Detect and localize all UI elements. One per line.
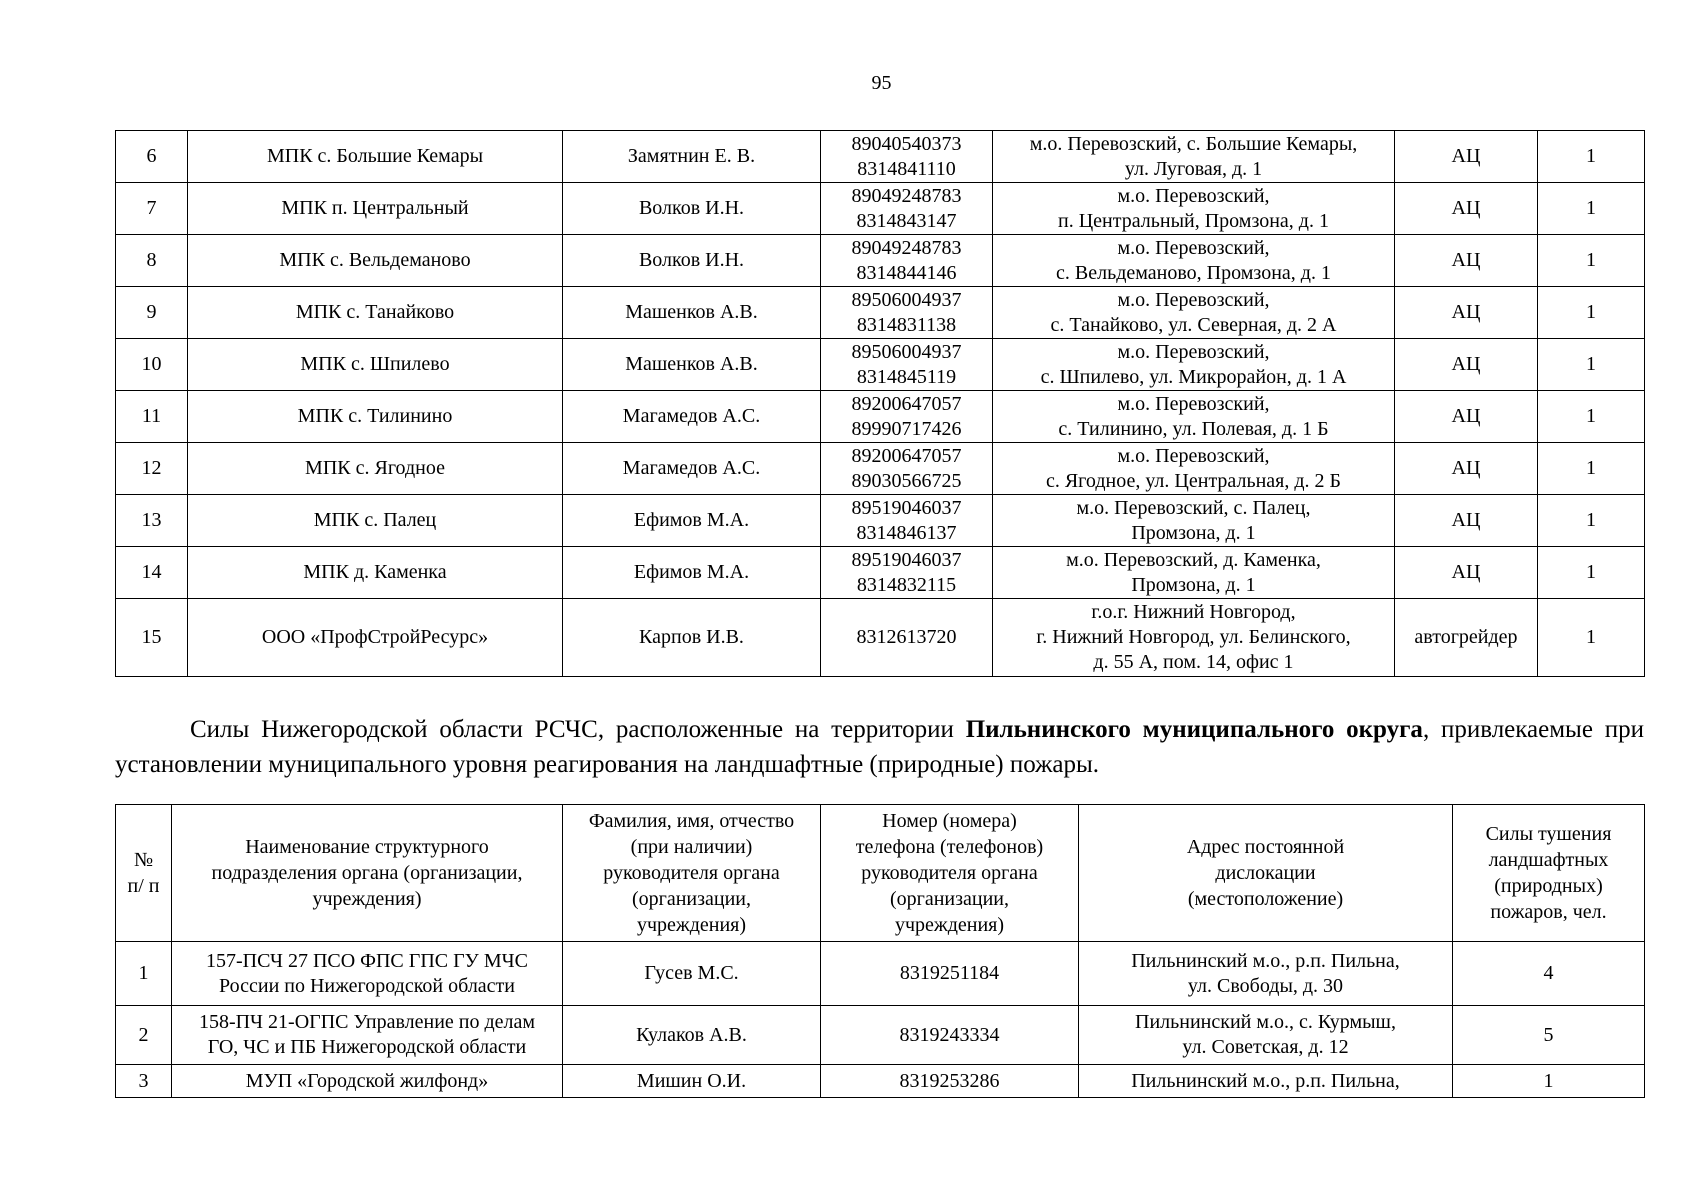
cell-unit-name [172, 1065, 563, 1098]
cell-line: м.о. Перевозский, с. Большие Кемары, [1029, 132, 1358, 155]
cell-line: м.о. Перевозский, [1117, 340, 1270, 363]
cell-line: АЦ [1451, 509, 1481, 531]
table-row [116, 599, 1645, 677]
cell-line: Мишин О.И. [636, 1069, 747, 1092]
cell-line: 8 [146, 249, 157, 271]
cell-line: 12 [141, 457, 162, 479]
cell-line: Волков И.Н. [638, 249, 745, 271]
cell-unit-name [188, 547, 563, 599]
cell-address [1079, 1065, 1453, 1098]
cell-number [116, 443, 188, 495]
header-forces [1453, 805, 1645, 942]
cell-line: 8314841110 [857, 157, 956, 180]
cell-line: Наименование структурного [245, 836, 489, 858]
cell-line: МУП «Городской жилфонд» [245, 1069, 489, 1092]
cell-phone [821, 1065, 1079, 1098]
cell-unit-name [188, 391, 563, 443]
cell-head [563, 183, 821, 235]
cell-count [1538, 443, 1645, 495]
cell-forces [1453, 942, 1645, 1006]
table-row [116, 547, 1645, 599]
cell-address [993, 287, 1395, 339]
cell-phones [821, 183, 993, 235]
cell-line: с. Ягодное, ул. Центральная, д. 2 Б [1045, 469, 1342, 492]
cell-line: 89990717426 [851, 417, 962, 440]
cell-line: 14 [141, 561, 162, 583]
cell-forces [1453, 1065, 1645, 1098]
cell-line: 89049248783 [851, 236, 962, 259]
table-row [116, 942, 1645, 1006]
cell-line: АЦ [1451, 301, 1481, 323]
cell-line: м.о. Перевозский, д. Каменка, [1066, 548, 1321, 571]
cell-count [1538, 287, 1645, 339]
cell-phones [821, 599, 993, 677]
cell-line: 9 [146, 301, 157, 323]
table-row [116, 183, 1645, 235]
cell-phones [821, 443, 993, 495]
cell-line: Карпов И.В. [639, 626, 744, 648]
cell-number [116, 942, 172, 1006]
cell-address [993, 391, 1395, 443]
cell-line: учреждения) [636, 914, 747, 936]
table-row [116, 287, 1645, 339]
cell-phone [821, 1006, 1079, 1065]
cell-line: м.о. Перевозский, [1117, 236, 1270, 259]
cell-line: (местоположение) [1187, 888, 1344, 910]
cell-head [563, 1006, 821, 1065]
cell-line: 8319251184 [899, 962, 1000, 984]
cell-line: учреждения) [894, 914, 1005, 936]
cell-unit-name [188, 287, 563, 339]
cell-address [993, 339, 1395, 391]
cell-number [116, 391, 188, 443]
cell-line: 10 [141, 353, 162, 375]
section-title-rest: , привлекаемые при установлении муниципального уровня реагирования на ландшафтные (природные) пожары. [115, 716, 1644, 778]
forces-table-perevoz [115, 130, 1645, 677]
cell-count [1538, 599, 1645, 677]
cell-address [993, 547, 1395, 599]
cell-line: АЦ [1451, 457, 1481, 479]
cell-equipment [1395, 443, 1538, 495]
cell-line: 8314832115 [856, 573, 957, 596]
header-number [116, 805, 172, 942]
cell-line: Гусев М.С. [644, 962, 739, 984]
cell-line: 4 [1543, 962, 1554, 984]
cell-line: (организации, [631, 888, 752, 910]
header-head [563, 805, 821, 942]
cell-unit-name [172, 942, 563, 1006]
table-row [116, 495, 1645, 547]
cell-line: 1 [1586, 249, 1596, 271]
cell-line: м.о. Перевозский, [1117, 392, 1270, 415]
cell-unit-name [188, 131, 563, 183]
cell-line: 6 [146, 145, 157, 167]
cell-head [563, 547, 821, 599]
table-row [116, 339, 1645, 391]
cell-line: 3 [138, 1069, 149, 1092]
cell-line: (при наличии) [630, 836, 753, 858]
cell-line: м.о. Перевозский, с. Палец, [1076, 496, 1311, 519]
cell-address [993, 183, 1395, 235]
cell-number [116, 339, 188, 391]
cell-phones [821, 495, 993, 547]
cell-line: 89200647057 [851, 392, 962, 415]
cell-forces [1453, 1006, 1645, 1065]
cell-line: 89030566725 [851, 469, 962, 492]
cell-line: Замятнин Е. В. [627, 145, 756, 167]
cell-line: 1 [1543, 1069, 1554, 1092]
cell-number [116, 547, 188, 599]
cell-line: ул. Свободы, д. 30 [1187, 974, 1344, 997]
cell-head [563, 443, 821, 495]
cell-count [1538, 183, 1645, 235]
cell-equipment [1395, 547, 1538, 599]
cell-line: Ефимов М.А. [633, 509, 750, 531]
cell-line: МПК с. Танайково [295, 301, 455, 323]
cell-line: 8314844146 [856, 261, 957, 284]
cell-equipment [1395, 599, 1538, 677]
cell-count [1538, 495, 1645, 547]
cell-equipment [1395, 391, 1538, 443]
cell-unit-name [188, 495, 563, 547]
cell-phones [821, 131, 993, 183]
cell-line: Машенков А.В. [625, 353, 758, 375]
cell-line: Промзона, д. 1 [1131, 573, 1256, 596]
cell-address [993, 443, 1395, 495]
cell-line: МПК д. Каменка [303, 561, 447, 583]
cell-unit-name [188, 599, 563, 677]
cell-line: АЦ [1451, 249, 1481, 271]
table-row [116, 131, 1645, 183]
cell-address [1079, 942, 1453, 1006]
cell-line: м.о. Перевозский, [1117, 288, 1270, 311]
cell-count [1538, 547, 1645, 599]
cell-head [563, 131, 821, 183]
cell-line: 1 [138, 962, 149, 984]
cell-number [116, 287, 188, 339]
cell-phones [821, 287, 993, 339]
table-header-row [116, 805, 1645, 942]
cell-line: м.о. Перевозский, [1117, 184, 1270, 207]
header-name [172, 805, 563, 942]
cell-head [563, 287, 821, 339]
cell-line: 8319253286 [899, 1069, 1000, 1092]
cell-line: Адрес постоянной [1186, 836, 1345, 858]
table-row [116, 235, 1645, 287]
cell-line: г. Нижний Новгород, ул. Белинского, [1036, 626, 1351, 648]
cell-line: 1 [1586, 145, 1596, 167]
cell-address [1079, 1006, 1453, 1065]
cell-line: 158-ПЧ 21-ОГПС Управление по делам [198, 1011, 536, 1033]
cell-line: 7 [146, 197, 157, 219]
cell-line: 8314845119 [856, 365, 957, 388]
cell-line: 11 [141, 405, 162, 427]
cell-line: АЦ [1451, 561, 1481, 583]
cell-head [563, 339, 821, 391]
cell-equipment [1395, 495, 1538, 547]
cell-line: № [133, 849, 154, 871]
cell-unit-name [188, 339, 563, 391]
section-title-bold: Пильнинского муниципального округа [965, 716, 1423, 743]
cell-line: м.о. Перевозский, [1117, 444, 1270, 467]
cell-line: подразделения органа (организации, [211, 862, 523, 884]
cell-line: 15 [141, 626, 162, 648]
cell-line: с. Танайково, ул. Северная, д. 2 А [1050, 313, 1337, 336]
cell-line: 1 [1586, 561, 1596, 583]
cell-line: Ефимов М.А. [633, 561, 750, 583]
cell-line: ул. Луговая, д. 1 [1124, 157, 1263, 180]
table-row [116, 391, 1645, 443]
cell-line: 8312613720 [856, 626, 957, 648]
cell-address [993, 235, 1395, 287]
cell-line: Фамилия, имя, отчество [588, 810, 795, 832]
cell-line: АЦ [1451, 145, 1481, 167]
cell-line: пожаров, чел. [1490, 901, 1607, 923]
cell-phones [821, 391, 993, 443]
cell-line: 89519046037 [851, 496, 962, 519]
cell-line: руководителя органа [861, 862, 1038, 884]
cell-unit-name [188, 235, 563, 287]
cell-line: МПК с. Ягодное [305, 457, 445, 479]
cell-line: ООО «ПрофСтройРесурс» [261, 626, 489, 648]
cell-line: 8314846137 [856, 521, 957, 544]
cell-line: Силы тушения [1485, 823, 1612, 845]
cell-line: с. Тилинино, ул. Полевая, д. 1 Б [1058, 417, 1329, 440]
section-title-text: Силы Нижегородской области РСЧС, расположенные на территории [190, 716, 966, 743]
cell-number [116, 599, 188, 677]
cell-number [116, 183, 188, 235]
cell-phones [821, 339, 993, 391]
cell-address [993, 131, 1395, 183]
table-row [116, 1065, 1645, 1098]
cell-count [1538, 339, 1645, 391]
cell-line: АЦ [1451, 405, 1481, 427]
cell-line: МПК п. Центральный [281, 197, 469, 219]
cell-line: ул. Советская, д. 12 [1182, 1036, 1349, 1058]
cell-equipment [1395, 287, 1538, 339]
cell-line: 1 [1586, 301, 1596, 323]
cell-line: ландшафтных [1488, 849, 1609, 871]
cell-line: ГО, ЧС и ПБ Нижегородской области [207, 1036, 527, 1058]
cell-line: 89506004937 [851, 288, 962, 311]
cell-line: 8314831138 [856, 313, 957, 336]
cell-line: МПК с. Шпилево [300, 353, 450, 375]
cell-line: г.о.г. Нижний Новгород, [1091, 601, 1296, 623]
cell-number [116, 495, 188, 547]
header-address [1079, 805, 1453, 942]
cell-equipment [1395, 235, 1538, 287]
cell-line: 89049248783 [851, 184, 962, 207]
cell-line: автогрейдер [1414, 626, 1518, 648]
cell-address [993, 495, 1395, 547]
cell-unit-name [188, 443, 563, 495]
cell-line: МПК с. Тилинино [297, 405, 453, 427]
cell-equipment [1395, 339, 1538, 391]
cell-line: Волков И.Н. [638, 197, 745, 219]
cell-line: 5 [1543, 1023, 1554, 1046]
cell-head [563, 235, 821, 287]
cell-head [563, 942, 821, 1006]
cell-number [116, 1065, 172, 1098]
cell-line: Пильнинский м.о., р.п. Пильна, [1131, 949, 1400, 972]
cell-line: Номер (номера) [882, 810, 1017, 832]
cell-count [1538, 391, 1645, 443]
cell-line: Магамедов А.С. [622, 457, 761, 479]
cell-line: учреждения) [312, 888, 422, 910]
cell-count [1538, 131, 1645, 183]
cell-line: Машенков А.В. [625, 301, 758, 323]
cell-equipment [1395, 183, 1538, 235]
cell-unit-name [172, 1006, 563, 1065]
cell-line: 1 [1586, 353, 1596, 375]
cell-line: 2 [138, 1023, 149, 1046]
cell-phones [821, 547, 993, 599]
section-title [115, 712, 1644, 782]
cell-line: 89200647057 [851, 444, 962, 467]
table-row [116, 443, 1645, 495]
cell-line: руководителя органа [603, 862, 780, 884]
page-number: 95 [871, 72, 892, 94]
cell-line: АЦ [1451, 353, 1481, 375]
cell-line: с. Шпилево, ул. Микрорайон, д. 1 А [1040, 365, 1347, 388]
cell-head [563, 391, 821, 443]
cell-line: МПК с. Вельдеманово [279, 249, 471, 271]
cell-unit-name [188, 183, 563, 235]
cell-line: 8319243334 [899, 1023, 1000, 1046]
cell-line: Промзона, д. 1 [1131, 521, 1256, 544]
cell-address [993, 599, 1395, 677]
cell-line: п/ п [127, 875, 160, 897]
cell-line: дислокации [1215, 862, 1316, 884]
cell-head [563, 1065, 821, 1098]
cell-line: (организации, [889, 888, 1010, 910]
table-row [116, 1006, 1645, 1065]
cell-line: МПК с. Палец [313, 509, 437, 531]
cell-line: п. Центральный, Промзона, д. 1 [1058, 209, 1329, 232]
cell-number [116, 235, 188, 287]
cell-line: Кулаков А.В. [636, 1023, 747, 1046]
cell-line: (природных) [1494, 875, 1603, 897]
cell-line: д. 55 А, пом. 14, офис 1 [1093, 651, 1294, 673]
cell-line: 8314843147 [856, 209, 957, 232]
cell-line: 1 [1586, 457, 1596, 479]
cell-line: 157-ПСЧ 27 ПСО ФПС ГПС ГУ МЧС [206, 949, 528, 972]
cell-line: МПК с. Большие Кемары [266, 145, 484, 167]
cell-line: 89040540373 [851, 132, 962, 155]
cell-line: 1 [1586, 405, 1596, 427]
cell-phone [821, 942, 1079, 1006]
header-phones [821, 805, 1079, 942]
cell-line: Пильнинский м.о., с. Курмыш, [1135, 1011, 1396, 1033]
cell-line: 89519046037 [851, 548, 962, 571]
cell-line: 1 [1586, 197, 1596, 219]
cell-line: Магамедов А.С. [622, 405, 761, 427]
cell-equipment [1395, 131, 1538, 183]
forces-table-pilna [115, 804, 1645, 1098]
cell-line: АЦ [1451, 197, 1481, 219]
cell-line: 89506004937 [851, 340, 962, 363]
cell-head [563, 495, 821, 547]
cell-number [116, 131, 188, 183]
cell-count [1538, 235, 1645, 287]
cell-line: Пильнинский м.о., р.п. Пильна, [1131, 1069, 1400, 1092]
cell-line: России по Нижегородской области [218, 974, 515, 997]
cell-phones [821, 235, 993, 287]
cell-line: 1 [1586, 509, 1596, 531]
cell-number [116, 1006, 172, 1065]
cell-line: 13 [141, 509, 162, 531]
cell-line: с. Вельдеманово, Промзона, д. 1 [1056, 261, 1331, 284]
cell-head [563, 599, 821, 677]
cell-line: 1 [1586, 626, 1596, 648]
cell-line: телефона (телефонов) [855, 836, 1044, 858]
